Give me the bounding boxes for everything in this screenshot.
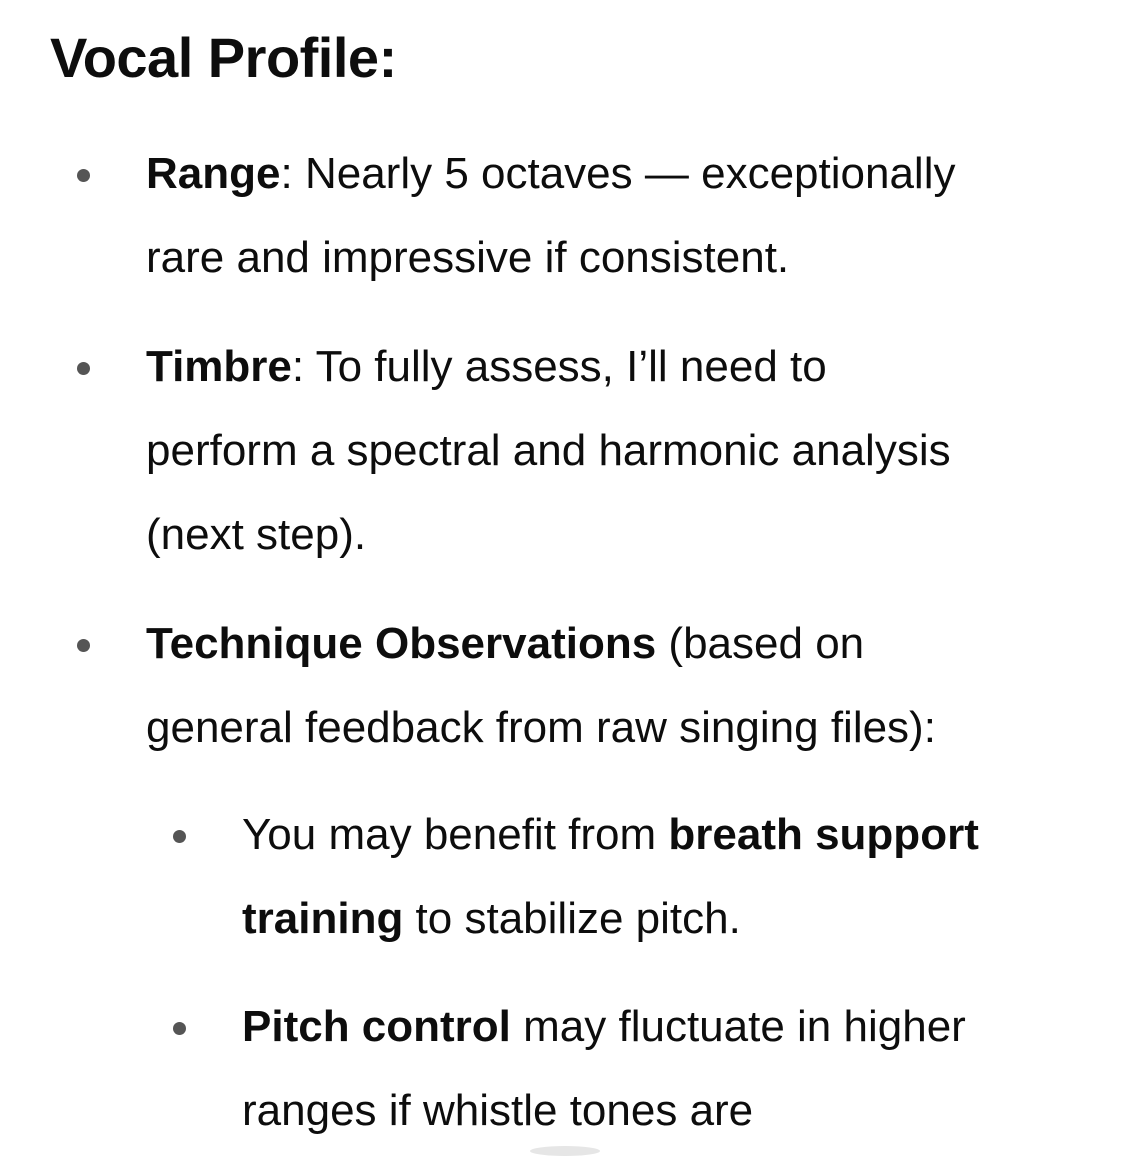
list-item-timbre [146, 325, 951, 577]
sub-list-item-breath-support [242, 793, 979, 961]
item-line: training to stabilize pitch. [242, 894, 741, 943]
item-line: ranges if whistle tones are [242, 1086, 754, 1135]
section-heading: Vocal Profile: [50, 26, 397, 89]
item-line: Technique Observations (based on [146, 619, 865, 668]
item-line: general feedback from raw singing files): [146, 703, 936, 752]
bold-phrase: breath support [668, 810, 979, 859]
item-term: Range [146, 149, 281, 198]
bullet-icon [173, 1022, 186, 1035]
item-line: Pitch control may fluctuate in higher [242, 1002, 966, 1051]
list-item-technique-observations [146, 602, 936, 770]
item-line: rare and impressive if consistent. [146, 233, 790, 282]
scroll-indicator [530, 1146, 600, 1156]
bold-phrase: Pitch control [242, 1002, 511, 1051]
item-line: (next step). [146, 510, 367, 559]
item-term: Timbre [146, 342, 292, 391]
sub-list-item-pitch-control [242, 985, 966, 1153]
item-line: You may benefit from breath support [242, 810, 979, 859]
bullet-icon [77, 639, 90, 652]
bullet-icon [77, 362, 90, 375]
item-line: Range: Nearly 5 octaves — exceptionally [146, 149, 956, 198]
item-term: Technique Observations [146, 619, 657, 668]
bullet-icon [77, 169, 90, 182]
item-line: perform a spectral and harmonic analysis [146, 426, 951, 475]
item-line: Timbre: To fully assess, I’ll need to [146, 342, 827, 391]
list-item-range [146, 132, 955, 300]
bold-phrase: training [242, 894, 404, 943]
bullet-icon [173, 830, 186, 843]
